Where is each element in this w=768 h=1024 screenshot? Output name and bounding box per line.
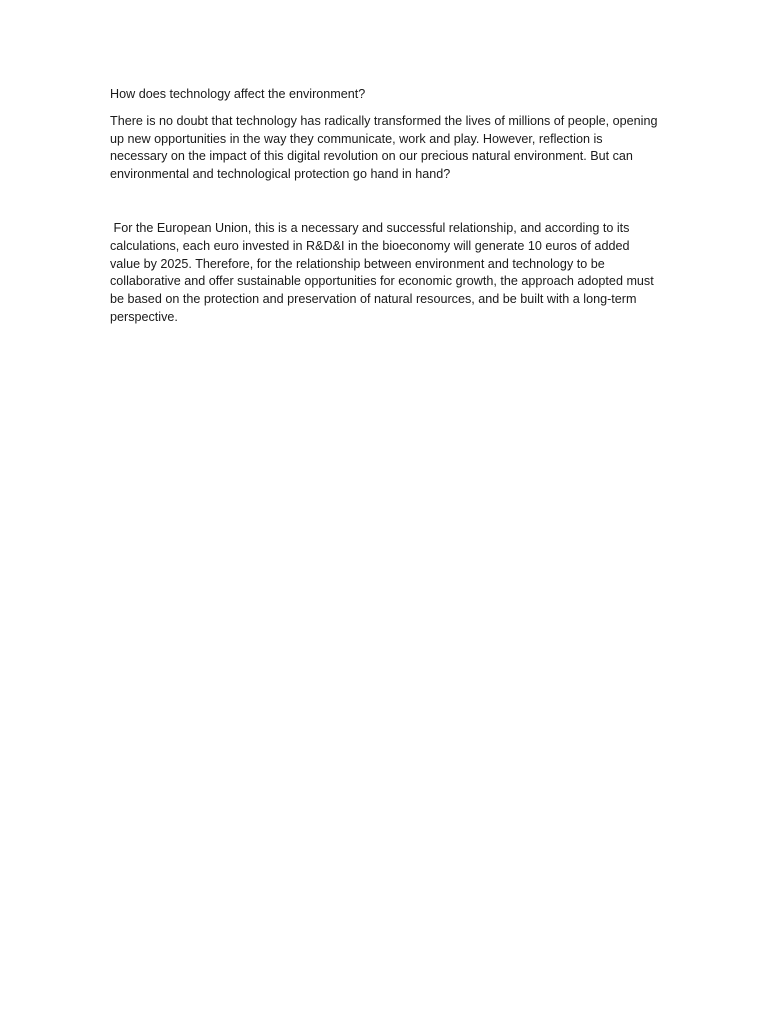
- document-body: [110, 86, 658, 327]
- document-title: How does technology affect the environment?: [110, 87, 366, 101]
- paragraph-european-union: For the European Union, this is a necessary and successful relationship, and according to its calculations, each euro invested in R&D&I in the bioeconomy will generate 10 euros of added value by 2025. Therefore, for the relationship between environment and technology to be collaborative and offer sustainable opportunities for economic growth, the approach adopted must be based on the protection and preservation of natural resources, and be built with a long-term perspective.: [110, 220, 658, 324]
- paragraph-intro: There is no doubt that technology has radically transformed the lives of millions of people, opening up new opportunities in the way they communicate, work and play. However, reflection is necessary on the impact of this digital revolution on our precious natural environment. But can environmental and technological protection go hand in hand?: [110, 113, 658, 182]
